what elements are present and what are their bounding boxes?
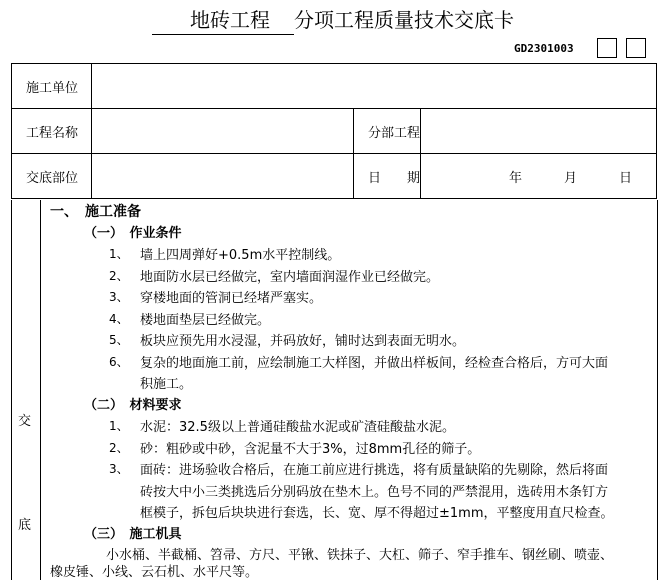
month-label: 月	[564, 170, 578, 186]
list-item: 水泥：32.5级以上普通硅酸盐水泥或矿渣硅酸盐水泥。	[140, 420, 455, 435]
date-field[interactable]	[421, 154, 657, 199]
list-number: 1、	[109, 419, 129, 433]
list-item: 地面防水层已经做完，室内墙面润湿作业已经做完。	[140, 270, 440, 285]
project-label: 工程名称	[12, 109, 92, 154]
list-item: 砂：粗砂或中砂，含泥量不大于3%，过8mm孔径的筛子。	[140, 442, 481, 457]
list-number: 3、	[109, 290, 129, 304]
side-label-2: 底	[18, 518, 32, 533]
header-table	[11, 63, 657, 199]
section-heading: 一、 施工准备	[50, 204, 141, 220]
project-name-title: 地砖工程	[152, 4, 294, 35]
list-number: 1、	[109, 247, 129, 261]
sub-project-label: 分部工程	[354, 109, 421, 154]
checkbox-1[interactable]	[597, 38, 617, 58]
location-field[interactable]	[92, 154, 354, 199]
side-label-1: 交	[18, 414, 32, 429]
list-number: 3、	[109, 462, 129, 476]
list-number: 2、	[109, 441, 129, 455]
project-field[interactable]	[92, 109, 354, 154]
list-item: 复杂的地面施工前，应绘制施工大样图，并做出样板间，经检查合格后，方可大面	[140, 356, 609, 371]
title-suffix: 分项工程质量技术交底卡	[294, 8, 514, 32]
subsection-heading-3: （三） 施工机具	[84, 527, 182, 542]
list-number: 5、	[109, 333, 129, 347]
subsection-heading-2: （二） 材料要求	[84, 398, 182, 413]
unit-label: 施工单位	[12, 64, 92, 109]
subsection-heading-1: （一） 作业条件	[84, 226, 182, 241]
list-item: 面砖：进场验收合格后，在施工前应进行挑选，将有质量缺陷的先剔除，然后将面	[140, 463, 609, 478]
location-label: 交底部位	[12, 154, 92, 199]
list-number: 6、	[109, 355, 129, 369]
side-divider	[40, 200, 41, 580]
unit-field[interactable]	[92, 64, 657, 109]
list-item-continuation: 砖按大中小三类挑选后分别码放在垫木上。色号不同的严禁混用，选砖用木条钉方	[140, 485, 609, 500]
checkbox-2[interactable]	[626, 38, 646, 58]
list-item: 墙上四周弹好+0.5m水平控制线。	[140, 248, 341, 263]
list-number: 2、	[109, 269, 129, 283]
list-item-continuation: 框模子，拆包后块块进行套选，长、宽、厚不得超过±1mm，平整度用直尺检查。	[140, 506, 614, 521]
list-item: 穿楼地面的管洞已经堵严塞实。	[140, 291, 323, 306]
document-title	[0, 4, 666, 35]
tools-list: 小水桶、半截桶、笤帚、方尺、平锹、铁抹子、大杠、筛子、窄手推车、钢丝刷、喷壶、	[106, 548, 614, 563]
day-label: 日	[619, 170, 633, 186]
date-label: 日 期	[354, 154, 421, 199]
list-item: 板块应预先用水浸湿，并码放好，铺时达到表面无明水。	[140, 334, 466, 349]
list-item: 楼地面垫层已经做完。	[140, 313, 271, 328]
sub-project-field[interactable]	[421, 109, 657, 154]
tools-list-continuation: 橡皮锤、小线、云石机、水平尺等。	[50, 565, 259, 580]
list-number: 4、	[109, 312, 129, 326]
year-label: 年	[509, 170, 523, 186]
document-code: GD2301003	[514, 42, 574, 55]
list-item-continuation: 积施工。	[140, 377, 193, 392]
